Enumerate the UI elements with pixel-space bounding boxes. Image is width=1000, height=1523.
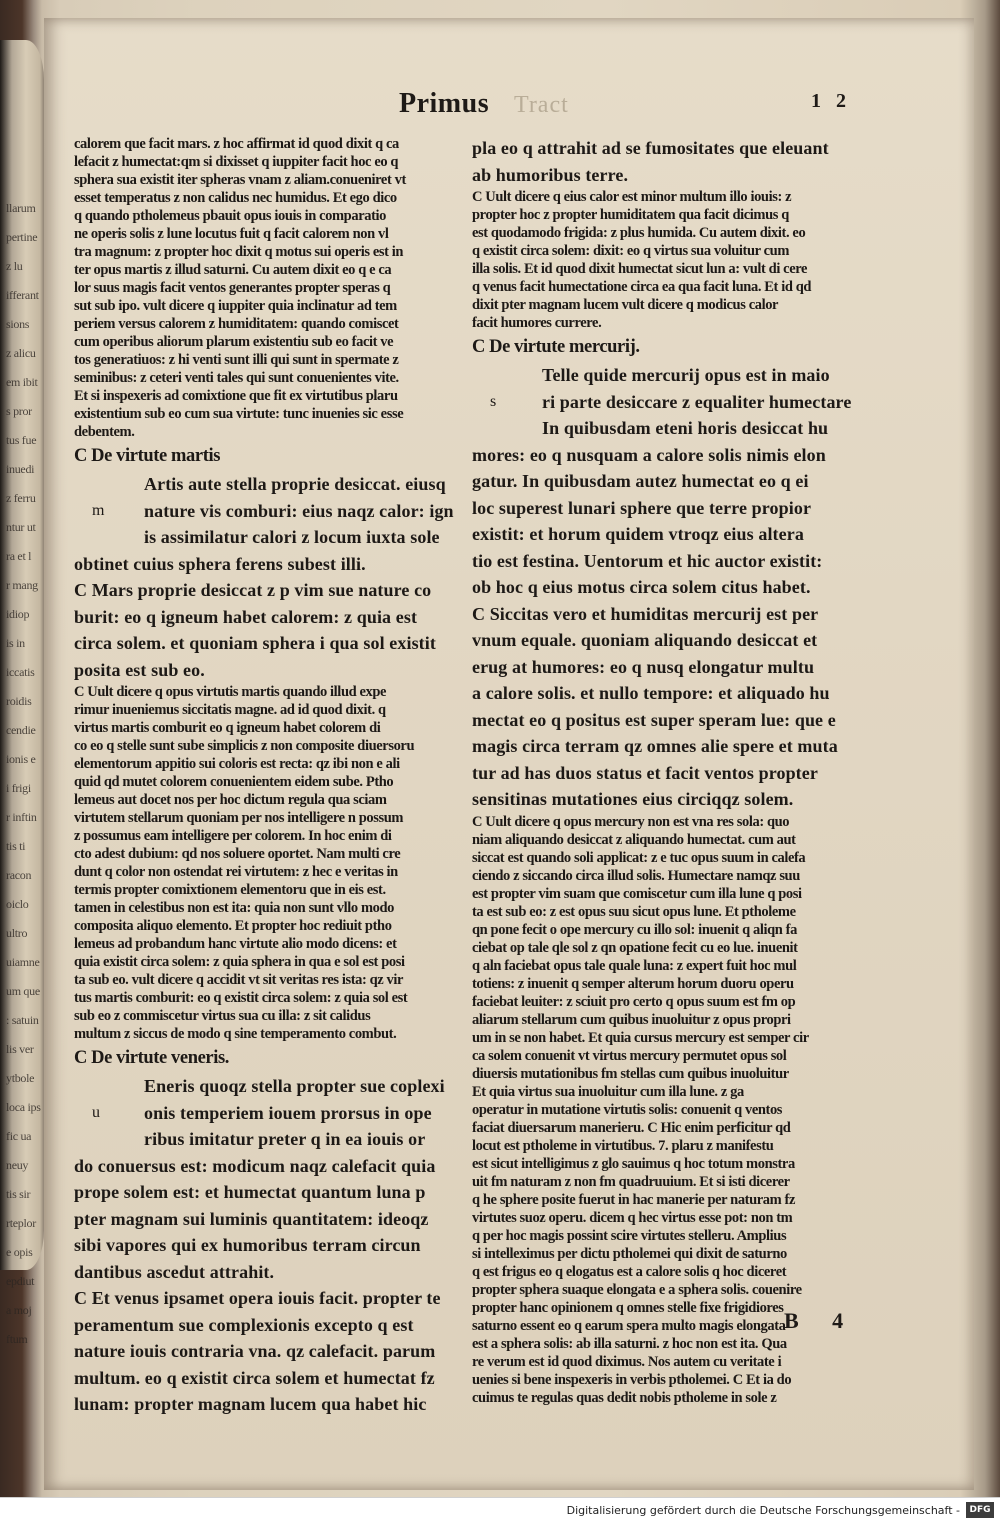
- text-line: diuersis mutationibus fm stellas cum quibus inuoluitur: [472, 1065, 789, 1082]
- text-line: lemeus aut docet nos per hoc dictum regula qua sciam: [74, 792, 387, 808]
- text-line: periem versus calorem z humiditatem: quando comiscet: [74, 316, 399, 332]
- prev-page-fragment: racon: [6, 868, 32, 882]
- text-line: composita aliquo elemento. Et propter hoc rediuit ptho: [74, 918, 392, 934]
- text-line: pter magnam sui luminis quantitatem: ideoqz: [74, 1208, 429, 1229]
- text-line: virtus martis comburit eo q igneum habet colorem di: [74, 720, 381, 736]
- left-text-column: [74, 135, 504, 1418]
- text-line: tamen in celestibus non est ita: quia non sunt vllo modo: [74, 900, 395, 916]
- text-line: aliarum stellarum cum quibus inuoluitur z opus propri: [472, 1011, 791, 1028]
- prev-page-fragment: ftum: [6, 1332, 28, 1346]
- text-line: tra magnum: z propter hoc dixit q motus sui operis est in: [74, 244, 404, 260]
- prev-page-fragment: tis sir: [6, 1187, 31, 1201]
- text-line: ne operis solis z lune locutus fuit q facit calorem non vl: [74, 226, 389, 242]
- text-line: niam aliquando desiccat z aliquando humectat. cum aut: [472, 831, 796, 848]
- text-line: calorem que facit mars. z hoc affirmat id quod dixit q ca: [74, 136, 399, 152]
- book-page: [44, 18, 974, 1490]
- text-line: q he sphere posite fuerut in hac manerie per naturam fz: [472, 1191, 796, 1208]
- text-line: C Et venus ipsamet opera iouis facit. propter te: [74, 1288, 441, 1308]
- text-line: lefacit z humectat:qm si dixisset q iuppiter facit hoc eo q: [74, 154, 399, 170]
- prev-page-fragment: lis ver: [6, 1042, 34, 1056]
- prev-page-fragment: cendie: [6, 723, 36, 737]
- text-line: obtinet cuius sphera ferens subest illi.: [74, 553, 366, 574]
- previous-page-edge: [0, 40, 44, 1346]
- text-line: uenies si bene inspexeris in verbis ptholemei. C Et ia do: [472, 1371, 792, 1388]
- text-line: multum. eo q existit circa solem et humectat fz: [74, 1367, 435, 1388]
- text-line: est sicut intelligimus z glo sauimus q hoc totum monstra: [472, 1155, 795, 1172]
- text-line: nature iouis contraria vna. qz calefacit. parum: [74, 1341, 436, 1361]
- text-line: esset temperatus z non calidus nec humidus. Et ego dico: [74, 190, 397, 206]
- text-line: sibi vapores qui ex humoribus terram circun: [74, 1235, 421, 1255]
- prev-page-fragment: z alicu: [6, 346, 36, 360]
- text-line: ta sub eo. vult dicere q accidit vt sit veritas res ista: qz vir: [74, 972, 404, 988]
- text-line: saturno essent eo q earum spera multo magis elongata: [472, 1317, 786, 1334]
- prev-page-fragment: sions: [6, 317, 30, 331]
- text-line: sut sub ipo. vult dicere q iuppiter quia inclinatur ad tem: [74, 298, 397, 314]
- text-line: operatur in mutatione virtutis solis: conuenit q ventos: [472, 1101, 783, 1118]
- text-line: peramentum sue complexionis excepto q est: [74, 1314, 414, 1335]
- prev-page-fragment: ultro: [6, 926, 28, 940]
- signature-mark: B 4: [784, 1308, 858, 1333]
- prev-page-fragment: z ferru: [6, 491, 36, 505]
- text-line: ribus imitatur preter q in ea iouis or: [144, 1129, 426, 1149]
- text-line: ca solem conuenit vt virtus mercury permutet opus sol: [472, 1047, 787, 1064]
- text-line: ta est sub eo: z est opus suu sicut opus lune. Et ptholeme: [472, 903, 796, 920]
- text-line: est quodamodo frigida: z plus humida. Cu autem dixit. eo: [472, 225, 806, 241]
- text-line: C Siccitas vero et humiditas mercurij est per: [472, 603, 819, 624]
- text-line: tos generatiuos: z hi venti sunt illi qui sunt in spermate z: [74, 352, 399, 368]
- text-line: erug at humores: eo q nusq elongatur multu: [472, 656, 815, 677]
- text-line: quia existit circa solem: z quia sphera in qua e sol est posi: [74, 954, 405, 970]
- text-line: totiens: z inuenit q semper alterum horum duoru operu: [472, 975, 794, 992]
- text-line: quid qd mutet colorem conuenientem eidem sube. Ptho: [74, 774, 394, 790]
- prev-page-fragment: fic ua: [6, 1129, 32, 1143]
- text-line: q existit circa solem: dixit: eo q virtus sua voluitur cum: [472, 243, 789, 259]
- text-line: q quando ptholemeus pbauit opus iouis in comparatio: [74, 208, 386, 224]
- text-line: multum z siccus de modo q sine temperamento combut.: [74, 1026, 397, 1042]
- text-line: termis propter comixtionem elementoru que in eis est.: [74, 882, 386, 898]
- text-line: est propter vim suam que comiscetur cum illa lune q posi: [472, 885, 802, 902]
- text-line: C Uult dicere q opus mercury non est vna res sola: quo: [472, 813, 790, 830]
- prev-page-fragment: i frigi: [6, 781, 31, 795]
- text-line: Eneris quoqz stella propter sue coplexi: [144, 1076, 445, 1096]
- text-line: gatur. In quibusdam autez humectat eo q ei: [472, 471, 809, 491]
- funding-credit: Digitalisierung gefördert durch die Deutsche Forschungsgemeinschaft -: [566, 1504, 960, 1517]
- prev-page-fragment: epdiut: [6, 1274, 35, 1288]
- text-line: rimur inueniemus siccitatis magne. ad id quod dixit. q: [74, 702, 386, 718]
- text-line: burit: eo q igneum habet calorem: z quia est: [74, 606, 418, 627]
- text-line: ri parte desiccare z equaliter humectare s: [472, 389, 902, 416]
- text-line: seminibus: z ceteri venti tales qui sunt conuenientes vite.: [74, 370, 399, 386]
- text-line: nature vis comburi: eius naqz calor: ign m: [74, 498, 504, 525]
- text-line: lor suus magis facit ventos generantes propter speras q: [74, 280, 391, 296]
- guide-letter: u: [92, 1103, 101, 1121]
- dfg-logo: DFG: [966, 1502, 994, 1518]
- prev-page-fragment: ntur ut: [6, 520, 36, 534]
- text-line: virtutem stellarum quoniam per nos intelligere n possum: [74, 810, 404, 826]
- text-line: sphera sua existit iter spheras vnam z aliam.conueniret vt: [74, 172, 406, 188]
- text-line: C Mars proprie desiccat z p vim sue nature co: [74, 580, 432, 600]
- text-line: cto adest dubium: qd nos soluere oportet. Nam multi cre: [74, 846, 401, 862]
- text-line: tio est festina. Uentorum et hic auctor existit:: [472, 550, 823, 571]
- text-line: q venus facit humectatione circa ea qua facit luna. Et id qd: [472, 279, 812, 295]
- text-line: mores: eo q nusquam a calore solis nimis elon: [472, 444, 826, 465]
- footer-bar: [0, 1497, 1000, 1523]
- text-line: um in se non habet. Et quia cursus mercury est semper cir: [472, 1029, 809, 1046]
- prev-page-fragment: em ibit: [6, 375, 38, 389]
- section-heading: C De virtute veneris.: [74, 1048, 229, 1068]
- text-line: In quibusdam eteni horis desiccat hu: [542, 418, 829, 438]
- prev-page-fragment: idiop: [6, 607, 30, 621]
- text-line: ob hoc q eius motus circa solem citus habet.: [472, 577, 811, 597]
- text-line: posita est sub eo.: [74, 659, 205, 680]
- prev-page-fragment: neuy: [6, 1158, 29, 1172]
- text-line: Telle quide mercurij opus est in maio: [542, 365, 830, 385]
- prev-page-fragment: llarum: [6, 201, 36, 215]
- text-line: cuimus te regulas quas dedit nobis ptholeme in sole z: [472, 1389, 777, 1406]
- text-line: illa solis. Et id quod dixit humectat sicut lun a: vult di cere: [472, 261, 808, 277]
- text-line: propter hanc opinionem q omnes stelle fixe frigidiores: [472, 1299, 784, 1316]
- text-line: ciebat op tale qle sol z qn opatione fecit cu eo lue. inuenit: [472, 939, 798, 956]
- text-line: cum operibus aliorum plarum existentiu sub eo facit ve: [74, 334, 394, 350]
- text-line: prope solem est: et humectat quantum luna p: [74, 1182, 426, 1202]
- text-line: q per hoc magis possint scire virtutes stelleru. Amplius: [472, 1227, 787, 1244]
- prev-page-fragment: oiclo: [6, 897, 29, 911]
- text-line: dantibus ascedut attrahit.: [74, 1261, 275, 1282]
- prev-page-fragment: r inftin: [6, 810, 37, 824]
- text-line: mectat eo q positus est super speram lue: que e: [472, 709, 836, 730]
- text-line: q est frigus eo q elogatus est a calore solis q hoc diceret: [472, 1263, 787, 1280]
- text-line: ab humoribus terre.: [472, 164, 629, 185]
- text-line: magis circa terram qz omnes alie spere et muta: [472, 736, 838, 756]
- prev-page-fragment: um que: [6, 984, 40, 998]
- prev-page-fragment: e opis: [6, 1245, 33, 1259]
- prev-page-fragment: r mang: [6, 578, 38, 592]
- prev-page-fragment: inuedi: [6, 462, 35, 476]
- prev-page-fragment: a moj: [6, 1303, 32, 1317]
- section-heading: C De virtute mercurij.: [472, 337, 640, 357]
- text-line: lemeus ad probandum hanc virtute alio modo dicens: et: [74, 936, 397, 952]
- text-line: Et quia virtus sua inuoluitur cum illa lune. z ga: [472, 1083, 744, 1100]
- text-line: tur ad has duos status et facit ventos propter: [472, 762, 818, 783]
- prev-page-fragment: rteplor: [6, 1216, 36, 1230]
- text-line: onis temperiem iouem prorsus in ope u: [74, 1100, 504, 1127]
- text-line: dunt q color non ostendat rei virtutem: z hec e veritas in: [74, 864, 398, 880]
- text-line: siccat est quando soli applicat: z e tuc opus suum in calefa: [472, 849, 806, 866]
- prev-page-fragment: tus fue: [6, 433, 37, 447]
- text-line: est a sphera solis: ab illa saturni. z hoc non est ita. Qua: [472, 1335, 787, 1352]
- prev-page-fragment: tis ti: [6, 839, 26, 853]
- text-line: re verum est id quod diximus. Nos autem cu veritate i: [472, 1353, 782, 1370]
- text-line: lunam: propter magnam lucem qua habet hic: [74, 1394, 427, 1414]
- text-line: pla eo q attrahit ad se fumositates que eleuant: [472, 138, 829, 158]
- prev-page-fragment: pertine: [6, 230, 38, 244]
- text-line: existit: et horum quidem vtroqz eius altera: [472, 524, 804, 544]
- text-line: Et si inspexeris ad comixtione que fit ex virtutibus plaru: [74, 388, 398, 404]
- text-line: uit fm naturam z non fm quadruuium. Et si isti dicerer: [472, 1173, 790, 1190]
- prev-page-fragment: loca ips: [6, 1100, 41, 1114]
- text-line: ciendo z siccando circa illud solis. Humectare namqz suu: [472, 867, 800, 884]
- guide-letter: s: [490, 392, 497, 410]
- text-line: si intelleximus per dictu ptholemei qui dixit de saturno: [472, 1245, 787, 1262]
- text-line: a calore solis. et nullo tempore: et aliquado hu: [472, 683, 830, 703]
- prev-page-fragment: ytbole: [6, 1071, 35, 1085]
- prev-page-fragment: uiamne: [6, 955, 40, 969]
- text-line: dixit pter magnam lucem vult dicere q modicus calor: [472, 297, 779, 313]
- text-line: co eo q stelle sunt sube simplicis z non composite diuersoru: [74, 738, 415, 754]
- prev-page-fragment: is in: [6, 636, 25, 650]
- text-line: elementorum appitio sui coloris est recta: qz ibi non e ali: [74, 756, 400, 772]
- text-line: propter hoc z propter humiditatem qua facit dicimus q: [472, 207, 789, 223]
- text-line: existentium sub eo cum sua virtute: tunc inuenies sic esse: [74, 406, 404, 422]
- prev-page-fragment: iccatis: [6, 665, 35, 679]
- running-head-offset-ghost: Tract: [514, 92, 569, 118]
- text-line: virtutes suoz operu. dicem q hec virtus esse pot: non tm: [472, 1209, 793, 1226]
- text-line: q aln faciebat opus tale quale luna: z expert fuit hoc mul: [472, 957, 797, 974]
- text-line: locut est ptholeme in virtutibus. 7. plaru z manifestu: [472, 1137, 774, 1154]
- prev-page-fragment: : satuin: [6, 1013, 39, 1027]
- text-line: z possumus eam intelligere per colorem. In hoc enim di: [74, 828, 392, 844]
- prev-page-fragment: ra et l: [6, 549, 32, 563]
- text-line: facit humores currere.: [472, 315, 602, 331]
- text-line: sensitinas mutationes eius circiqqz solem.: [472, 789, 794, 809]
- text-line: propter sphera suaque elongata e a sphera solis. couenire: [472, 1281, 802, 1298]
- text-line: sub eo z commiscetur virtus sua cu illa: z sit calidus: [74, 1008, 371, 1024]
- text-line: is assimilatur calori z locum iuxta sole: [144, 527, 440, 547]
- folio-number: 1 2: [811, 90, 851, 112]
- prev-page-fragment: z lu: [6, 259, 23, 273]
- prev-page-fragment: roidis: [6, 694, 32, 708]
- text-line: qn pone fecit o ope mercury cu illo sol: inuenit q aliqn fa: [472, 921, 797, 938]
- text-line: C Uult dicere q eius calor est minor multum illo iouis: z: [472, 189, 792, 205]
- prev-page-fragment: ionis e: [6, 752, 36, 766]
- text-line: debentem.: [74, 424, 135, 440]
- right-text-column: [472, 135, 902, 1407]
- guide-letter: m: [92, 501, 105, 519]
- text-line: Artis aute stella proprie desiccat. eiusq: [144, 474, 446, 494]
- running-head: Primus: [399, 88, 490, 119]
- text-line: do conuersus est: modicum naqz calefacit quia: [74, 1155, 436, 1176]
- text-line: loc superest lunari sphere que terre propior: [472, 497, 812, 518]
- text-line: faciat diuersarum manerieru. C Hic enim perficitur qd: [472, 1119, 791, 1136]
- text-line: tus martis comburit: eo q existit circa solem: z quia sol est: [74, 990, 408, 1006]
- prev-page-fragment: s pror: [6, 404, 32, 418]
- text-line: circa solem. et quoniam sphera i qua sol existit: [74, 633, 436, 653]
- section-heading: C De virtute martis: [74, 446, 221, 466]
- text-line: faciebat leuiter: z sciuit pro certo q opus suum est fm op: [472, 993, 796, 1010]
- text-line: vnum equale. quoniam aliquando desiccat et: [472, 630, 818, 650]
- text-line: ter opus martis z illud saturni. Cu autem dixit eo q e ca: [74, 262, 392, 278]
- text-line: C Uult dicere q opus virtutis martis quando illud expe: [74, 684, 387, 700]
- prev-page-fragment: ifferant: [6, 288, 39, 302]
